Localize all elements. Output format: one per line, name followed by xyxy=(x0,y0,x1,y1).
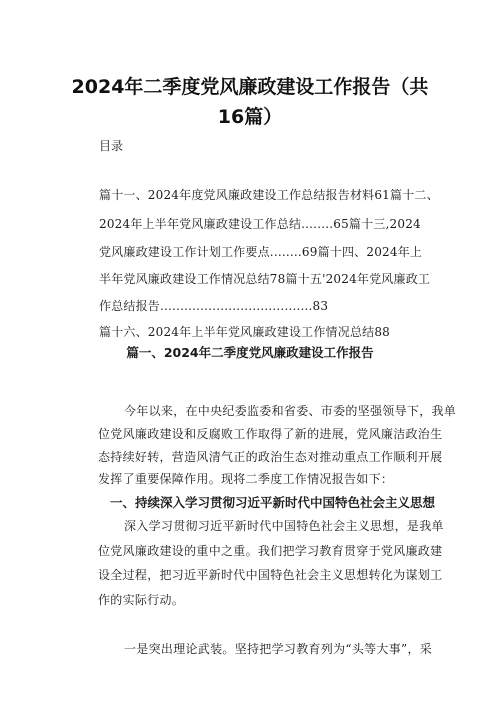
paragraph-line: 一是突出理论武装。坚持把学习教育列为“头等大事”，采 xyxy=(124,642,433,656)
section-title: 篇一、2024年二季度党风廉政建设工作报告 xyxy=(126,345,374,360)
paragraph-line: 作的实际行动。 xyxy=(98,593,185,607)
intro-line: 发挥了重要保障作用。现将二季度工作情况报告如下： xyxy=(98,472,394,486)
document-title-line-1: 2024年二季度党风廉政建设工作报告（共 xyxy=(71,76,429,98)
intro-line: 今年以来，在中央纪委监委和省委、市委的坚强领导下，我单 xyxy=(124,404,457,418)
paragraph-line: 深入学习贯彻习近平新时代中国特色社会主义思想，是我单 xyxy=(124,519,444,533)
toc-line: 党风廉政建设工作计划工作要点........69篇十四、2024年上 xyxy=(99,245,423,259)
toc-line: 2024年上半年党风廉政建设工作总结........65篇十三,2024 xyxy=(99,217,421,231)
toc-line: 半年党风廉政建设工作情况总结78篇十五'2024年党风廉政工 xyxy=(99,272,431,286)
sub-heading: 一、持续深入学习贯彻习近平新时代中国特色社会主义思想 xyxy=(110,495,436,510)
toc-line: 篇十六、2024年上半年党风廉政建设工作情况总结88 xyxy=(99,325,391,339)
paragraph-line: 设全过程，把习近平新时代中国特色社会主义思想转化为谋划工 xyxy=(98,568,443,582)
intro-line: 位党风廉政建设和反腐败工作取得了新的进展，党风廉洁政治生 xyxy=(98,427,443,441)
toc-line: 作总结报告......................................83 xyxy=(99,299,329,313)
toc-line: 篇十一、2024年度党风廉政建设工作总结报告材料61篇十二、 xyxy=(99,188,439,202)
document-title-line-2: 16篇） xyxy=(217,106,283,128)
toc-heading: 目录 xyxy=(99,139,124,153)
paragraph-line: 位党风廉政建设的重中之重。我们把学习教育贯穿于党风廉政建 xyxy=(98,544,443,558)
document-title xyxy=(60,72,440,132)
intro-line: 态持续好转，营造风清气正的政治生态对推动重点工作顺利开展 xyxy=(98,450,443,464)
